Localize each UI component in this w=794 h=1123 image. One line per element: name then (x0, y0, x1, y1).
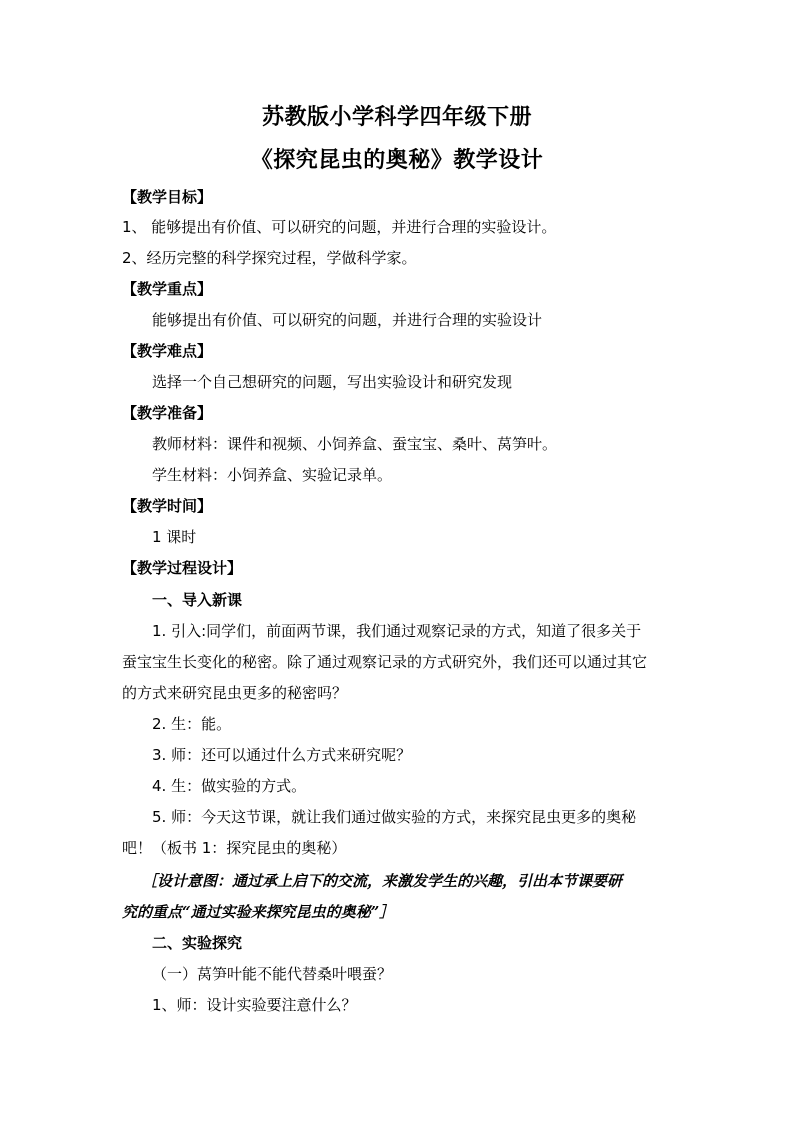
key-points-heading: 【教学重点】 (122, 280, 213, 298)
time-heading: 【教学时间】 (122, 497, 213, 515)
design-intent-line-2: 究的重点“通过实验来探究昆虫的奥秘”］ (122, 903, 395, 921)
objectives-heading: 【教学目标】 (122, 188, 213, 206)
difficulties-heading: 【教学难点】 (122, 342, 213, 360)
section-2-title: 二、实验探究 (152, 934, 243, 952)
student-materials: 学生材料：小饲养盒、实验记录单。 (152, 466, 393, 484)
paragraph-1-line-3: 的方式来研究昆虫更多的秘密吗？ (122, 684, 348, 702)
paragraph-5-line-1: 5. 师：今天这节课，就让我们通过做实验的方式，来探究昆虫更多的奥秘 (152, 808, 637, 826)
document-title: 苏教版小学科学四年级下册 (261, 104, 532, 130)
objective-item-2: 2、经历完整的科学探究过程，学做科学家。 (122, 249, 417, 267)
preparation-heading: 【教学准备】 (122, 404, 213, 422)
key-points-text: 能够提出有价值、可以研究的问题，并进行合理的实验设计 (152, 311, 543, 329)
objective-item-1: 1、 能够提出有价值、可以研究的问题，并进行合理的实验设计。 (122, 218, 557, 236)
paragraph-1-line-1: 1. 引入:同学们，前面两节课，我们通过观察记录的方式，知道了很多关于 (152, 622, 642, 640)
paragraph-2: 2. 生：能。 (152, 715, 232, 733)
time-text: 1 课时 (152, 528, 197, 546)
paragraph-1-line-2: 蚕宝宝生长变化的秘密。除了通过观察记录的方式研究外，我们还可以通过其它 (122, 653, 648, 671)
design-intent-line-1: ［设计意图：通过承上启下的交流，来激发学生的兴趣，引出本节课要研 (142, 872, 623, 890)
paragraph-5-line-2: 吧！（板书 1：探究昆虫的奥秘） (122, 839, 347, 857)
subsection-1-title: （一）莴笋叶能不能代替桑叶喂蚕？ (152, 965, 393, 983)
process-heading: 【教学过程设计】 (122, 559, 243, 577)
paragraph-4: 4. 生：做实验的方式。 (152, 777, 307, 795)
section-1-title: 一、导入新课 (152, 591, 243, 609)
teacher-materials: 教师材料：课件和视频、小饲养盒、蚕宝宝、桑叶、莴笋叶。 (152, 435, 558, 453)
question-1: 1、师：设计实验要注意什么？ (152, 996, 357, 1014)
difficulties-text: 选择一个自己想研究的问题，写出实验设计和研究发现 (152, 373, 513, 391)
document-subtitle: 《探究昆虫的奥秘》教学设计 (250, 147, 544, 173)
paragraph-3: 3. 师：还可以通过什么方式来研究呢？ (152, 746, 412, 764)
